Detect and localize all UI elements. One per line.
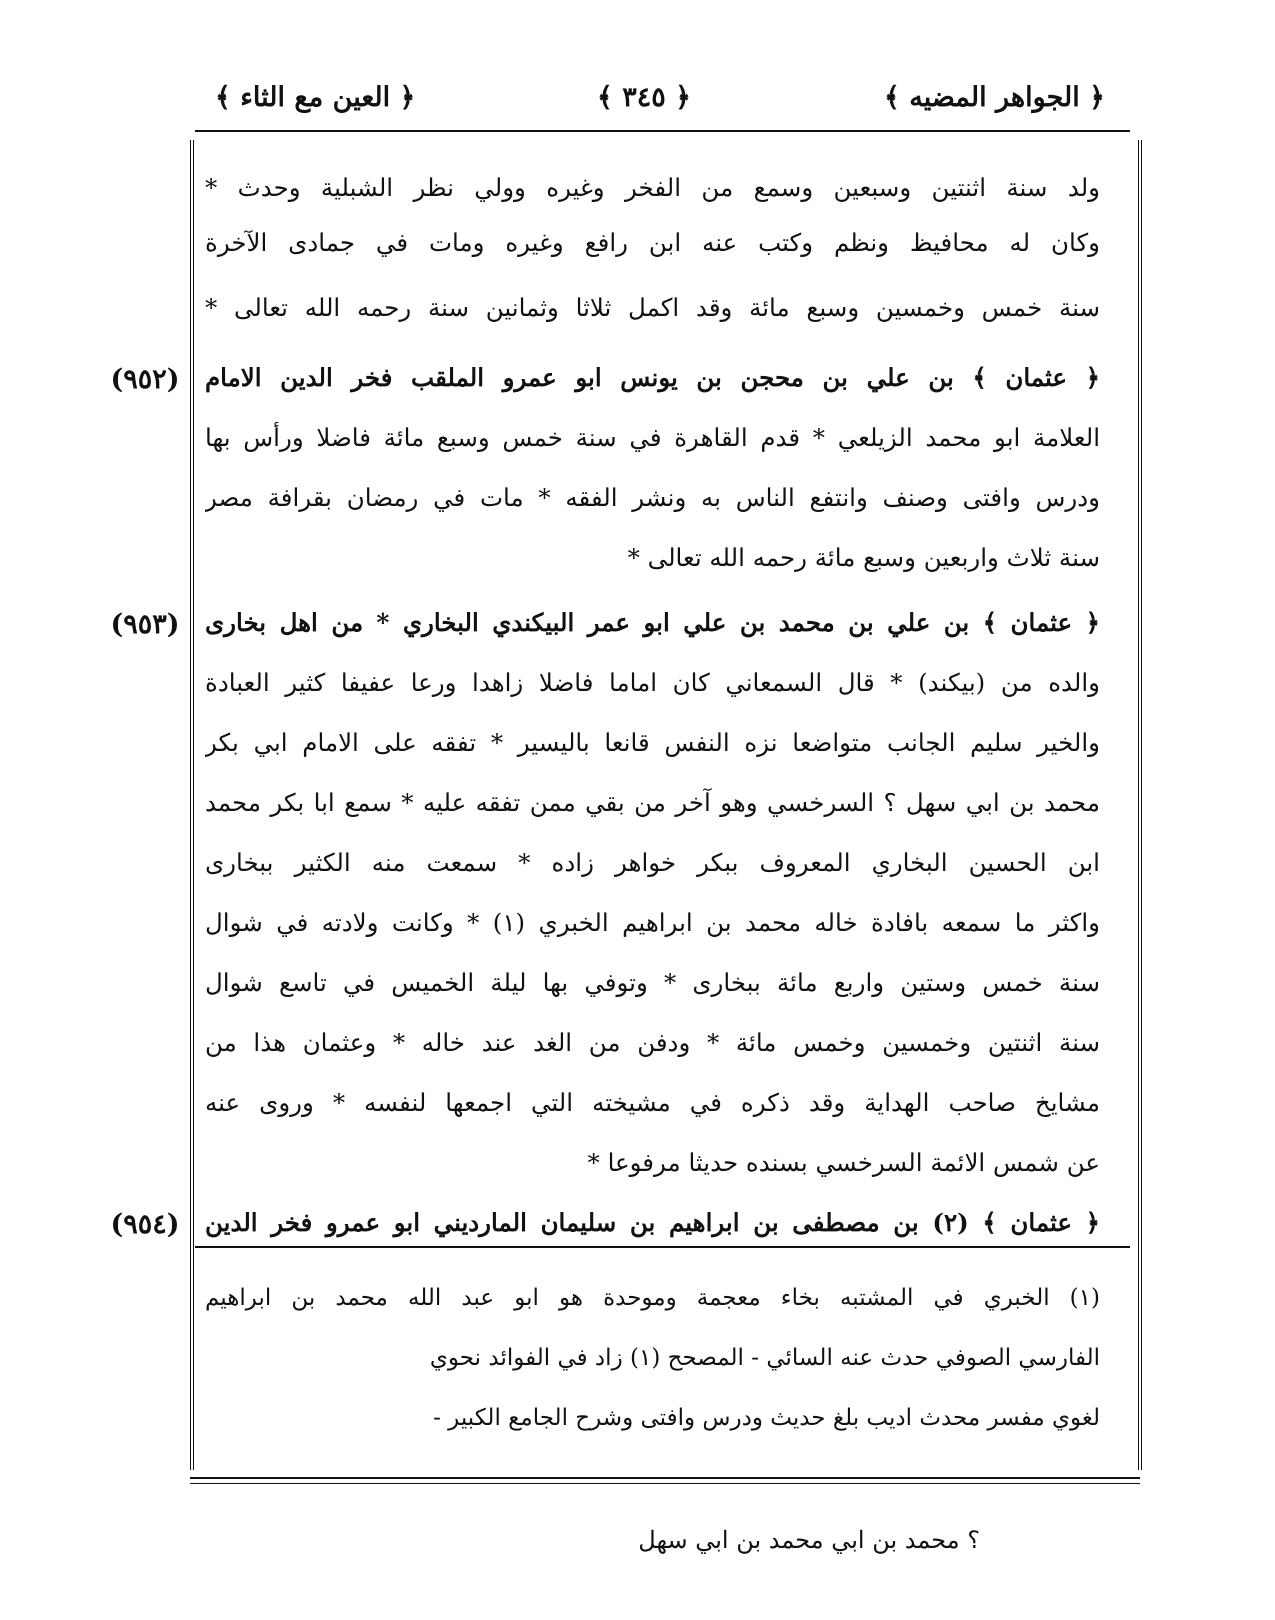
entry-heading-line: ﴿ عثمان ﴾ (٢) بن مصطفى بن ابراهيم بن سليمان المارديني ابو عمرو فخر الدين <box>205 1208 1100 1237</box>
text-line: محمد بن ابي سهل ؟ السرخسي وهو آخر من بقي ممن تفقه عليه * سمع ابا بكر محمد <box>205 788 1100 817</box>
section-title: ﴿ العين مع الثاء ﴾ <box>215 82 416 113</box>
entry-number-952: (٩٥٢) <box>110 364 180 395</box>
text-line: واكثر ما سمعه بافادة خاله محمد بن ابراهيم الخبري (١) * وكانت ولادته في شوال <box>205 908 1100 937</box>
text-line: ودرس وافتى وصنف وانتفع الناس به ونشر الفقه * مات في رمضان بقرافة مصر <box>205 483 1100 512</box>
footnote-rule <box>195 1246 1130 1248</box>
text-line: وكان له محافيظ ونظم وكتب عنه ابن رافع وغيره ومات في جمادى الآخرة <box>205 228 1100 257</box>
entry-number-954: (٩٥٤) <box>110 1209 180 1240</box>
book-title: ﴿ الجواهر المضيه ﴾ <box>884 82 1105 113</box>
entry-number-953: (٩٥٣) <box>110 609 180 640</box>
header-rule <box>195 130 1130 132</box>
page-number: ﴿ ٣٤٥ ﴾ <box>597 82 691 113</box>
bottom-rule <box>190 1477 1140 1484</box>
footnote-line: لغوي مفسر محدث اديب بلغ حديث ودرس وافتى وشرح الجامع الكبير - <box>433 1405 1100 1431</box>
footnote-line: الفارسي الصوفي حدث عنه السائي - المصحح (١) زاد في الفوائد نحوي <box>429 1345 1100 1371</box>
text-line: العلامة ابو محمد الزيلعي * قدم القاهرة في سنة خمس وسبع مائة فاضلا ورأس بها <box>205 423 1100 452</box>
text-line: ولد سنة اثنتين وسبعين وسمع من الفخر وغيره وولي نظر الشبلية وحدث * <box>205 173 1100 202</box>
text-line: سنة خمس وستين واربع مائة ببخارى * وتوفي بها ليلة الخميس في تاسع شوال <box>205 968 1100 997</box>
text-line: ابن الحسين البخاري المعروف ببكر خواهر زاده * سمعت منه الكثير ببخارى <box>205 848 1100 877</box>
text-line: سنة اثنتين وخمسين وخمس مائة * ودفن من الغد عند خاله * وعثمان هذا من <box>205 1028 1100 1057</box>
footnote-line: (١) الخبري في المشتبه بخاء معجمة وموحدة هو ابو عبد الله محمد بن ابراهيم <box>205 1285 1100 1311</box>
running-header <box>215 82 1105 126</box>
entry-heading-line: ﴿ عثمان ﴾ بن علي بن محجن بن يونس ابو عمرو الملقب فخر الدين الامام <box>205 363 1100 392</box>
text-line: مشايخ صاحب الهداية وقد ذكره في مشيخته التي اجمعها لنفسه * وروى عنه <box>205 1088 1100 1117</box>
text-line: عن شمس الائمة السرخسي بسنده حديثا مرفوعا * <box>587 1148 1100 1177</box>
entry-heading-line: ﴿ عثمان ﴾ بن علي بن محمد بن علي ابو عمر البيكندي البخاري * من اهل بخارى <box>205 608 1100 637</box>
text-line: والخير سليم الجانب متواضعا نزه النفس قانعا باليسير * تفقه على الامام ابي بكر <box>205 728 1100 757</box>
margin-note: ؟ محمد بن ابي محمد بن ابي سهل <box>638 1526 980 1554</box>
text-line: سنة ثلاث واربعين وسبع مائة رحمه الله تعالى * <box>627 543 1100 572</box>
text-line: سنة خمس وخمسين وسبع مائة وقد اكمل ثلاثا وثمانين سنة رحمه الله تعالى * <box>205 293 1100 322</box>
text-line: والده من (بيكند) * قال السمعاني كان اماما فاضلا زاهدا ورعا عفيفا كثير العبادة <box>205 668 1100 697</box>
